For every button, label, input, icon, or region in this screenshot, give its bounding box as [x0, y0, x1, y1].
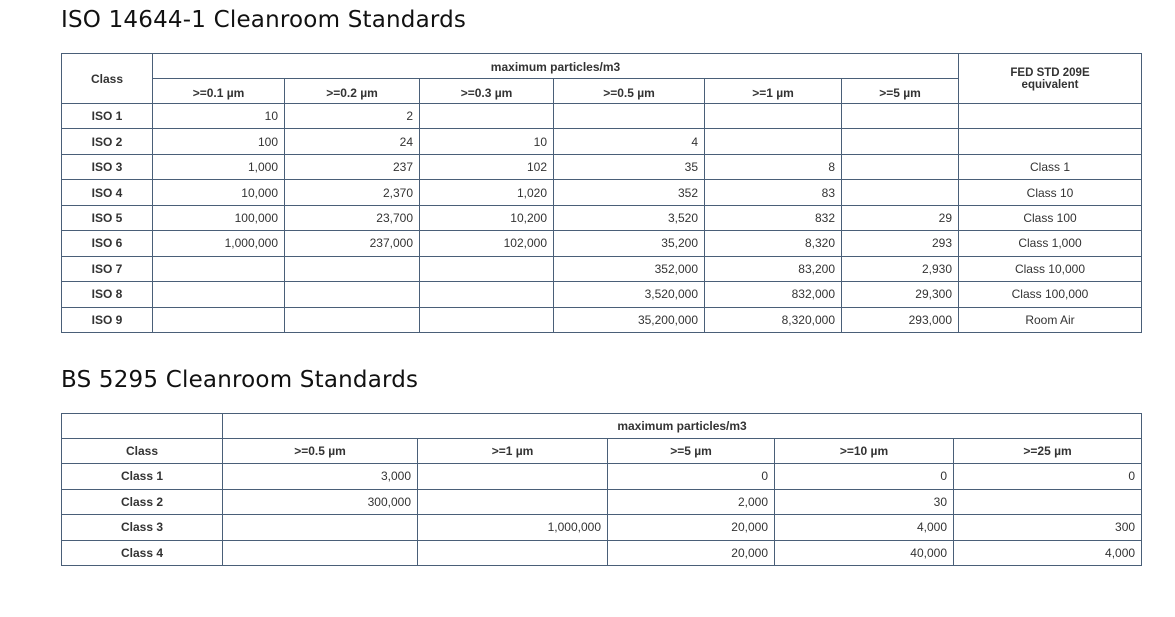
bs-value-cell: 4,000	[775, 515, 954, 541]
iso-value-cell	[420, 307, 554, 333]
iso-value-cell	[285, 282, 420, 307]
iso-column-header: >=0.3 µm	[420, 79, 554, 104]
bs-value-cell: 4,000	[954, 540, 1142, 566]
iso-value-cell: 832,000	[705, 282, 842, 307]
table-row	[62, 307, 1142, 333]
bs-table	[61, 413, 1142, 566]
iso-table-body	[62, 104, 1142, 333]
iso-fed-cell: Class 10	[959, 180, 1142, 205]
iso-value-cell: 1,000,000	[153, 231, 285, 256]
iso-value-cell	[285, 307, 420, 333]
bs-value-cell	[418, 464, 608, 490]
iso-class-cell: ISO 7	[62, 256, 153, 281]
iso-value-cell: 3,520,000	[554, 282, 705, 307]
iso-class-cell: ISO 6	[62, 231, 153, 256]
iso-value-cell: 237	[285, 154, 420, 179]
iso-value-cell: 23,700	[285, 205, 420, 230]
iso-fed-cell: Class 100	[959, 205, 1142, 230]
iso-fed-header-line1: FED STD 209E	[1010, 66, 1090, 79]
iso-value-cell	[420, 282, 554, 307]
bs-value-cell: 20,000	[608, 540, 775, 566]
iso-value-cell	[153, 307, 285, 333]
iso-fed-cell	[959, 129, 1142, 154]
iso-value-cell	[153, 256, 285, 281]
bs-class-cell: Class 2	[62, 489, 223, 515]
bs-value-cell	[954, 489, 1142, 515]
iso-value-cell	[285, 256, 420, 281]
table-row	[62, 231, 1142, 256]
iso-value-cell	[842, 180, 959, 205]
iso-value-cell: 10	[153, 104, 285, 129]
iso-column-header: >=0.2 µm	[285, 79, 420, 104]
iso-value-cell	[153, 282, 285, 307]
table-row	[62, 515, 1142, 541]
iso-fed-cell	[959, 104, 1142, 129]
bs-corner-cell	[62, 414, 223, 439]
bs-value-cell: 0	[775, 464, 954, 490]
bs-column-header: >=5 µm	[608, 439, 775, 464]
iso-value-cell: 10,000	[153, 180, 285, 205]
iso-value-cell	[842, 129, 959, 154]
bs-column-header: >=25 µm	[954, 439, 1142, 464]
bs-class-cell: Class 1	[62, 464, 223, 490]
bs-class-cell: Class 4	[62, 540, 223, 566]
iso-value-cell	[705, 104, 842, 129]
bs-value-cell: 30	[775, 489, 954, 515]
iso-fed-cell: Room Air	[959, 307, 1142, 333]
bs-value-cell: 0	[954, 464, 1142, 490]
iso-value-cell: 4	[554, 129, 705, 154]
iso-class-cell: ISO 3	[62, 154, 153, 179]
iso-value-cell: 1,000	[153, 154, 285, 179]
iso-value-cell: 102,000	[420, 231, 554, 256]
iso-class-header: Class	[62, 54, 153, 104]
table-row	[62, 540, 1142, 566]
iso-value-cell: 237,000	[285, 231, 420, 256]
iso-value-cell	[705, 129, 842, 154]
iso-value-cell: 35,200	[554, 231, 705, 256]
table-row	[62, 464, 1142, 490]
bs-column-header: >=1 µm	[418, 439, 608, 464]
iso-value-cell: 10	[420, 129, 554, 154]
iso-class-cell: ISO 1	[62, 104, 153, 129]
table-row	[62, 104, 1142, 129]
bs-value-cell: 40,000	[775, 540, 954, 566]
iso-fed-cell: Class 10,000	[959, 256, 1142, 281]
iso-value-cell: 35	[554, 154, 705, 179]
iso-fed-header	[959, 54, 1142, 104]
iso-value-cell	[842, 104, 959, 129]
table-row	[62, 256, 1142, 281]
iso-value-cell: 1,020	[420, 180, 554, 205]
bs-value-cell	[418, 489, 608, 515]
iso-fed-header-line2: equivalent	[1021, 78, 1079, 91]
iso-column-header: >=0.1 µm	[153, 79, 285, 104]
iso-value-cell: 10,200	[420, 205, 554, 230]
iso-value-cell: 2,930	[842, 256, 959, 281]
iso-class-cell: ISO 5	[62, 205, 153, 230]
iso-value-cell: 8,320	[705, 231, 842, 256]
iso-value-cell: 832	[705, 205, 842, 230]
table-row	[62, 180, 1142, 205]
iso-fed-cell: Class 1,000	[959, 231, 1142, 256]
iso-value-cell: 3,520	[554, 205, 705, 230]
iso-value-cell: 293,000	[842, 307, 959, 333]
iso-class-cell: ISO 4	[62, 180, 153, 205]
iso-column-header: >=5 µm	[842, 79, 959, 104]
bs-column-header: >=0.5 µm	[223, 439, 418, 464]
iso-value-cell	[554, 104, 705, 129]
bs-title: BS 5295 Cleanroom Standards	[61, 367, 419, 393]
iso-value-cell: 8	[705, 154, 842, 179]
iso-value-cell: 24	[285, 129, 420, 154]
iso-value-cell: 2,370	[285, 180, 420, 205]
iso-class-cell: ISO 2	[62, 129, 153, 154]
iso-table	[61, 53, 1142, 333]
bs-value-cell: 1,000,000	[418, 515, 608, 541]
iso-class-cell: ISO 9	[62, 307, 153, 333]
iso-value-cell	[842, 154, 959, 179]
iso-class-cell: ISO 8	[62, 282, 153, 307]
bs-class-header: Class	[62, 439, 223, 464]
bs-table-body	[62, 464, 1142, 566]
iso-fed-cell: Class 100,000	[959, 282, 1142, 307]
iso-value-cell	[420, 256, 554, 281]
bs-value-cell	[223, 540, 418, 566]
bs-value-cell: 300,000	[223, 489, 418, 515]
table-row	[62, 282, 1142, 307]
bs-column-header-row	[62, 439, 1142, 464]
iso-value-cell: 83,200	[705, 256, 842, 281]
iso-value-cell: 100	[153, 129, 285, 154]
bs-column-header: >=10 µm	[775, 439, 954, 464]
bs-group-header: maximum particles/m3	[223, 414, 1142, 439]
iso-column-header: >=0.5 µm	[554, 79, 705, 104]
iso-group-header: maximum particles/m3	[153, 54, 959, 79]
bs-value-cell: 0	[608, 464, 775, 490]
iso-value-cell: 100,000	[153, 205, 285, 230]
iso-value-cell: 293	[842, 231, 959, 256]
iso-value-cell: 352	[554, 180, 705, 205]
iso-value-cell: 2	[285, 104, 420, 129]
table-row	[62, 205, 1142, 230]
table-row	[62, 129, 1142, 154]
bs-value-cell: 2,000	[608, 489, 775, 515]
bs-value-cell: 3,000	[223, 464, 418, 490]
table-row	[62, 154, 1142, 179]
bs-value-cell	[418, 540, 608, 566]
bs-value-cell: 300	[954, 515, 1142, 541]
iso-value-cell	[420, 104, 554, 129]
iso-fed-cell: Class 1	[959, 154, 1142, 179]
bs-value-cell: 20,000	[608, 515, 775, 541]
iso-column-header: >=1 µm	[705, 79, 842, 104]
bs-value-cell	[223, 515, 418, 541]
iso-value-cell: 29	[842, 205, 959, 230]
iso-value-cell: 29,300	[842, 282, 959, 307]
bs-class-cell: Class 3	[62, 515, 223, 541]
iso-title: ISO 14644-1 Cleanroom Standards	[61, 7, 467, 33]
table-row	[62, 489, 1142, 515]
iso-value-cell: 102	[420, 154, 554, 179]
iso-value-cell: 35,200,000	[554, 307, 705, 333]
iso-value-cell: 352,000	[554, 256, 705, 281]
iso-value-cell: 8,320,000	[705, 307, 842, 333]
iso-value-cell: 83	[705, 180, 842, 205]
